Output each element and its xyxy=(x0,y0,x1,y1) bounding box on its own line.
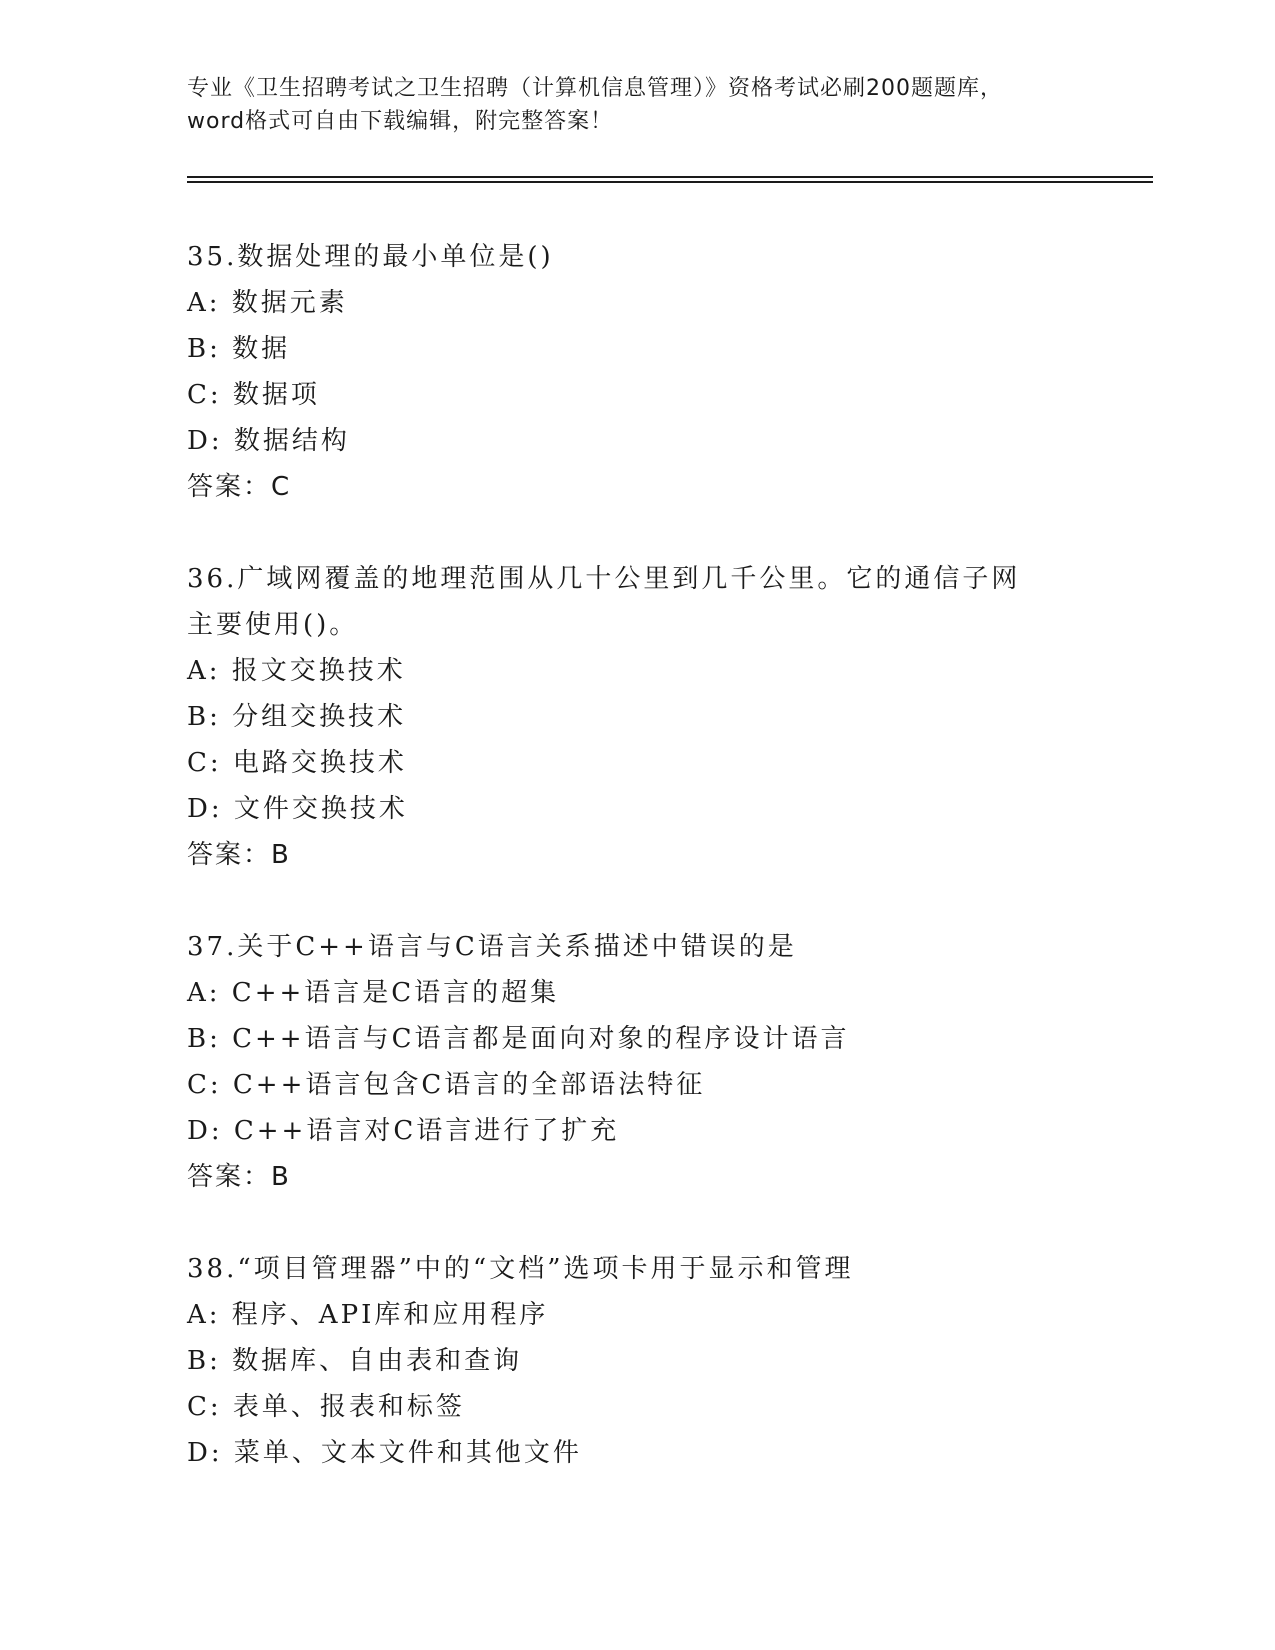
option-a: A: C++语言是C语言的超集 xyxy=(187,978,560,1008)
question-38 xyxy=(187,1246,1087,1476)
header-line-1: 专业《卫生招聘考试之卫生招聘（计算机信息管理）》资格考试必刷200题题库， xyxy=(187,76,1003,101)
option-d: D: 菜单、文本文件和其他文件 xyxy=(187,1438,582,1468)
option-a: A: 程序、API库和应用程序 xyxy=(187,1300,549,1330)
question-35 xyxy=(187,234,1087,510)
question-stem: 35.数据处理的最小单位是() xyxy=(187,242,554,272)
answer-line: 答案：B xyxy=(187,1162,291,1192)
option-c: C: 表单、报表和标签 xyxy=(187,1392,465,1422)
option-a: A: 数据元素 xyxy=(187,288,348,318)
question-list xyxy=(187,234,1087,1522)
question-37 xyxy=(187,924,1087,1200)
option-b: B: 数据 xyxy=(187,334,291,364)
option-c: C: 电路交换技术 xyxy=(187,748,407,778)
header-line-2: word格式可自由下载编辑，附完整答案！ xyxy=(187,109,614,134)
question-stem: 36.广域网覆盖的地理范围从几十公里到几千公里。它的通信子网主要使用()。 xyxy=(187,564,1021,640)
question-36 xyxy=(187,556,1087,878)
option-d: D: C++语言对C语言进行了扩充 xyxy=(187,1116,620,1146)
option-c: C: 数据项 xyxy=(187,380,320,410)
document-header xyxy=(187,72,1087,138)
option-b: B: 分组交换技术 xyxy=(187,702,407,732)
option-a: A: 报文交换技术 xyxy=(187,656,406,686)
option-b: B: 数据库、自由表和查询 xyxy=(187,1346,523,1376)
header-divider-top xyxy=(187,176,1153,178)
answer-line: 答案：C xyxy=(187,472,292,502)
question-stem: 37.关于C++语言与C语言关系描述中错误的是 xyxy=(187,932,797,962)
question-stem: 38.“项目管理器”中的“文档”选项卡用于显示和管理 xyxy=(187,1254,854,1284)
option-c: C: C++语言包含C语言的全部语法特征 xyxy=(187,1070,706,1100)
option-d: D: 文件交换技术 xyxy=(187,794,408,824)
option-d: D: 数据结构 xyxy=(187,426,350,456)
answer-line: 答案：B xyxy=(187,840,291,870)
option-b: B: C++语言与C语言都是面向对象的程序设计语言 xyxy=(187,1024,850,1054)
header-divider-bottom xyxy=(187,181,1153,183)
